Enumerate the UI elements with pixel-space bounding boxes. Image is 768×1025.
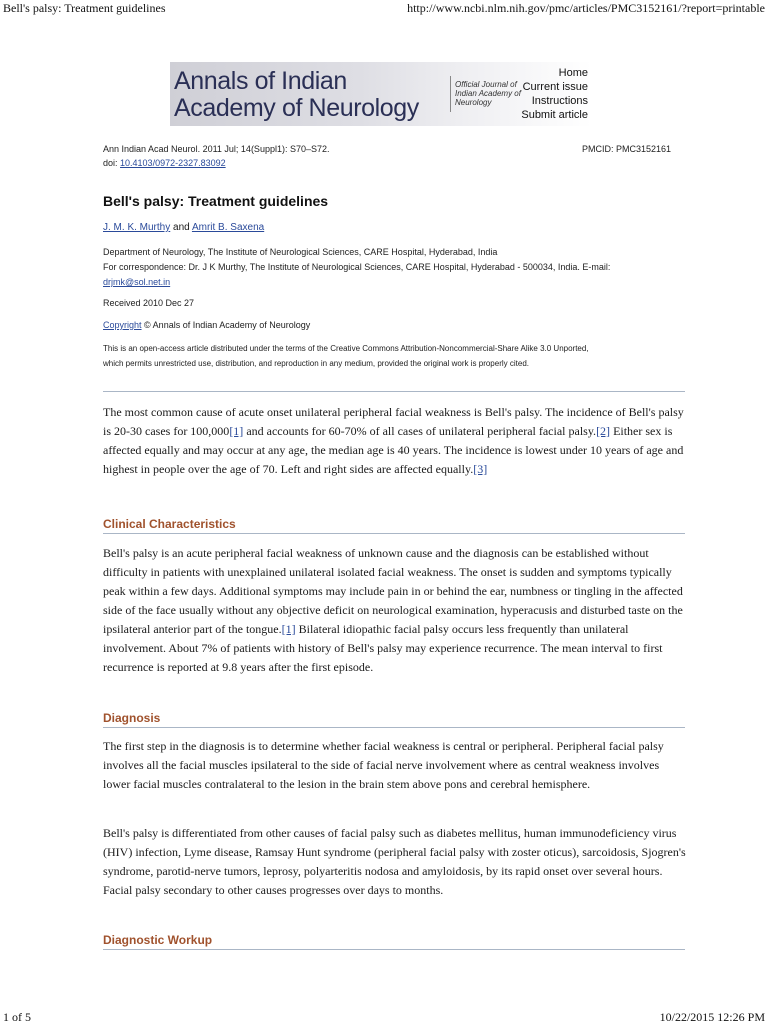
section-heading-clinical: Clinical Characteristics	[103, 517, 236, 531]
intro-text-b: and accounts for 60-70% of all cases of unilateral peripheral facial palsy.	[243, 424, 597, 438]
intro-text-a: The most common cause of acute onset unilateral peripheral facial weakness is Bell's palsy. The incidence of Bell's palsy is 20-30 cases for 100,000	[103, 405, 684, 438]
pmcid: PMCID: PMC3152161	[582, 144, 672, 154]
author-list	[103, 222, 264, 233]
banner-nav	[521, 66, 588, 122]
header-divider	[103, 391, 685, 392]
banner-link-home[interactable]: Home	[558, 67, 588, 79]
section-rule-diagnosis	[103, 727, 685, 728]
official-journal-text: Official Journal of Indian Academy of Neurology	[455, 80, 521, 107]
reference-link-3[interactable]: [3]	[473, 462, 488, 476]
journal-logo[interactable]	[174, 68, 454, 122]
diagnosis-paragraph-1: The first step in the diagnosis is to determine whether facial weakness is central or peripheral. Peripheral facial palsy involves all the facial muscles ipsilateral to the side of facial nerve involvement where as central weakness involves lower facial muscles contralateral to the lesion in the brain stem above pons and cerebral hemisphere.	[103, 739, 664, 791]
journal-name-line2: Academy of Neurology	[174, 94, 419, 122]
print-page-count: 1 of 5	[3, 1010, 31, 1024]
reference-link-1[interactable]: [1]	[229, 424, 244, 438]
doi-line	[103, 158, 226, 168]
journal-banner	[170, 62, 592, 126]
print-url: http://www.ncbi.nlm.nih.gov/pmc/articles/PMC3152161/?report=printable	[407, 1, 765, 15]
clinical-paragraph	[103, 544, 688, 677]
correspondence: For correspondence: Dr. J K Murthy, The Institute of Neurological Sciences, CARE Hospital, Hyderabad - 500034, India. E-mail:	[103, 262, 611, 272]
doi-link[interactable]: 10.4103/0972-2327.83092	[120, 158, 226, 168]
email-link-row	[103, 277, 170, 287]
section-rule-clinical	[103, 533, 685, 534]
received-date: Received 2010 Dec 27	[103, 298, 195, 308]
copyright-text: © Annals of Indian Academy of Neurology	[144, 320, 311, 330]
author-link-murthy[interactable]: J. M. K. Murthy	[103, 222, 171, 233]
license-line-1: This is an open-access article distributed under the terms of the Creative Commons Attribution-Noncommercial-Share Alike 3.0 Unported,	[103, 344, 589, 353]
reference-link-2[interactable]: [2]	[596, 424, 611, 438]
print-page-title: Bell's palsy: Treatment guidelines	[3, 1, 166, 15]
journal-name-line1: Annals of Indian	[174, 67, 347, 95]
banner-link-instructions[interactable]: Instructions	[531, 95, 588, 107]
print-datetime: 10/22/2015 12:26 PM	[659, 1010, 765, 1024]
section-heading-workup: Diagnostic Workup	[103, 933, 213, 947]
section-heading-diagnosis: Diagnosis	[103, 711, 161, 725]
author-link-saxena[interactable]: Amrit B. Saxena	[191, 222, 265, 233]
article-title: Bell's palsy: Treatment guidelines	[103, 193, 329, 209]
section-rule-workup	[103, 949, 685, 950]
license-line-2: which permits unrestricted use, distribution, and reproduction in any medium, provided the original work is properly cited.	[103, 359, 529, 368]
banner-link-current-issue[interactable]: Current issue	[522, 81, 588, 93]
copyright-link[interactable]: Copyright	[103, 320, 142, 330]
journal-reference: Ann Indian Acad Neurol. 2011 Jul; 14(Suppl1): S70–S72.	[103, 144, 330, 154]
author-conjunction: and	[173, 222, 190, 233]
copyright-line	[103, 320, 310, 330]
clinical-text-b: Bilateral idiopathic facial palsy occurs less frequently than unilateral involvement. About 7% of patients with history of Bell's palsy may experience recurrence. The mean interval to first recurrence is reported at 9.8 years after the first episode.	[103, 622, 663, 674]
intro-paragraph	[103, 403, 688, 479]
doi-label: doi:	[103, 158, 118, 168]
banner-divider	[450, 76, 451, 112]
clinical-reference-link-1[interactable]: [1]	[281, 622, 296, 636]
intro-text-c: Either sex is affected equally and may occur at any age, the median age is 40 years. The incidence is lowest under 10 years of age and highest in people over the age of 70. Left and right sides are affected equally.	[103, 424, 684, 476]
email-link[interactable]: drjmk@sol.net.in	[103, 277, 171, 287]
affiliation: Department of Neurology, The Institute of Neurological Sciences, CARE Hospital, Hyderabad, India	[103, 247, 498, 257]
banner-link-submit-article[interactable]: Submit article	[521, 109, 588, 121]
clinical-text-a: Bell's palsy is an acute peripheral facial weakness of unknown cause and the diagnosis can be established without difficulty in patients with unexplained unilateral isolated facial weakness. The onset is sudden and symptoms typically peak within a few days. Additional symptoms may include pain in or behind the ear, numbness or tingling in the affected side of the face usually without any objective deficit on neurological examination, hyperacusis and disturbed taste on the ipsilateral anterior part of the tongue.	[103, 546, 683, 636]
diagnosis-paragraph-2: Bell's palsy is differentiated from other causes of facial palsy such as diabetes mellitus, human immunodeficiency virus (HIV) infection, Lyme disease, Ramsay Hunt syndrome (peripheral facial palsy with zoster oticus), sarcoidosis, Sjogren's syndrome, parotid-nerve tumors, leprosy, polyarteritis nodosa and amyloidosis, by its rapid onset over several hours. Facial palsy secondary to other causes progresses over days to months.	[103, 826, 686, 897]
